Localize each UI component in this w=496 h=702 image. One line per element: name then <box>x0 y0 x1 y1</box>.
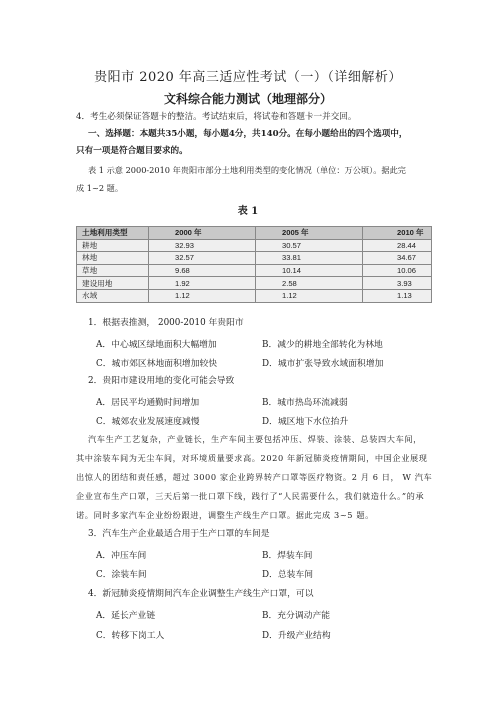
question-4-option-d: D．升级产业结构 <box>262 631 331 641</box>
question-4-option-b: B．充分调动产能 <box>262 611 331 621</box>
question-4-option-c: C．转移下岗工人 <box>96 631 165 641</box>
question-4-option-a: A．延长产业链 <box>96 611 156 621</box>
passage-line: 诺。同时多家汽车企业纷纷跟进，调整生产线生产口罩。据此完成 3~5 题。 <box>76 510 374 520</box>
table-row <box>77 252 432 265</box>
table-cell: 28.44 <box>363 239 432 252</box>
question-2-option-b: B．城市热岛环流减弱 <box>262 398 348 408</box>
table-row <box>77 264 432 277</box>
passage-line: 其中涂装车间为无尘车间，对环境质量要求高。2020 年新冠肺炎疫情期间，中国企业展现 <box>76 453 428 463</box>
section-heading-line2: 只有一项是符合题目要求的。 <box>76 146 188 156</box>
context-line1: 表 1 示意 2000-2010 年贵阳市部分土地利用类型的变化情况（单位：万公顷）。据此完 <box>88 165 406 175</box>
table-cell: 10.06 <box>363 264 432 277</box>
table-row <box>77 277 432 290</box>
table-cell: 耕地 <box>77 239 149 252</box>
table-cell: 1.12 <box>149 289 256 302</box>
table-cell: 32.57 <box>149 252 256 265</box>
question-1-option-a: A．中心城区绿地面积大幅增加 <box>96 340 217 350</box>
table-cell: 林地 <box>77 252 149 265</box>
question-3-option-d: D．总装车间 <box>262 570 314 580</box>
table-caption: 表 1 <box>237 206 259 217</box>
page-title: 贵阳市 2020 年高三适应性考试（一）（详细解析） <box>94 70 402 85</box>
table-header-cell: 2005 年 <box>256 227 363 240</box>
question-3-option-b: B．焊装车间 <box>262 551 313 561</box>
question-4-stem: 4．新冠肺炎疫情期间汽车企业调整生产线生产口罩，可以 <box>88 589 314 599</box>
table-cell: 1.13 <box>363 289 432 302</box>
question-1-option-d: D．城市扩张导致水域面积增加 <box>262 359 384 369</box>
passage-line: 出惊人的团结和责任感，超过 3000 家企业跨界转产口罩等医疗物资。2 月 6 日， W 汽车 <box>76 472 433 482</box>
table-header-row <box>77 227 432 240</box>
question-3-option-c: C．涂装车间 <box>96 570 147 580</box>
passage-line: 汽车生产工艺复杂，产业链长，生产车间主要包括冲压、焊装、涂装、总装四大车间， <box>88 434 422 444</box>
question-1-option-b: B．减少的耕地全部转化为林地 <box>262 340 383 350</box>
question-1-option-c: C．城市郊区林地面积增加较快 <box>96 359 218 369</box>
table-cell: 3.93 <box>363 277 432 290</box>
table-cell: 建设用地 <box>77 277 149 290</box>
section-heading-line1: 一、选择题：本题共35小题，每小题4分，共140分。在每小题给出的四个选项中， <box>88 129 408 139</box>
table-cell: 9.68 <box>149 264 256 277</box>
context-line2: 成 1~2 题。 <box>76 183 124 193</box>
question-2-option-d: D．城区地下水位抬升 <box>262 417 349 427</box>
table-cell: 水域 <box>77 289 149 302</box>
table-row <box>77 289 432 302</box>
table-row <box>77 239 432 252</box>
question-3-option-a: A．冲压车间 <box>96 551 147 561</box>
land-use-table <box>76 226 432 303</box>
table-cell: 1.12 <box>256 289 363 302</box>
table-cell: 32.93 <box>149 239 256 252</box>
table-cell: 1.92 <box>149 277 256 290</box>
table-cell: 34.67 <box>363 252 432 265</box>
question-2-option-c: C．城郊农业发展速度减慢 <box>96 417 200 427</box>
page-subtitle: 文科综合能力测试（地理部分） <box>163 92 332 106</box>
table-cell: 33.81 <box>256 252 363 265</box>
table-cell: 10.14 <box>256 264 363 277</box>
question-2-stem: 2．贵阳市建设用地的变化可能会导致 <box>88 376 235 386</box>
table-cell: 2.58 <box>256 277 363 290</box>
table-header-cell: 2000 年 <box>149 227 256 240</box>
table-header-cell: 土地利用类型 <box>77 227 149 240</box>
passage-line: 企业宣布生产口罩，三天后第一批口罩下线，践行了“人民需要什么，我们就造什么。”的承 <box>76 491 425 501</box>
question-2-option-a: A．居民平均通勤时间增加 <box>96 398 200 408</box>
exam-note: 4．考生必须保证答题卡的整洁。考试结束后，将试卷和答题卡一并交回。 <box>76 112 357 122</box>
table-cell: 草地 <box>77 264 149 277</box>
question-1-stem: 1．根据表推测， 2000-2010 年贵阳市 <box>88 318 244 328</box>
question-3-stem: 3．汽车生产企业最适合用于生产口罩的车间是 <box>88 529 270 539</box>
table-cell: 30.57 <box>256 239 363 252</box>
table-header-cell: 2010 年 <box>363 227 432 240</box>
